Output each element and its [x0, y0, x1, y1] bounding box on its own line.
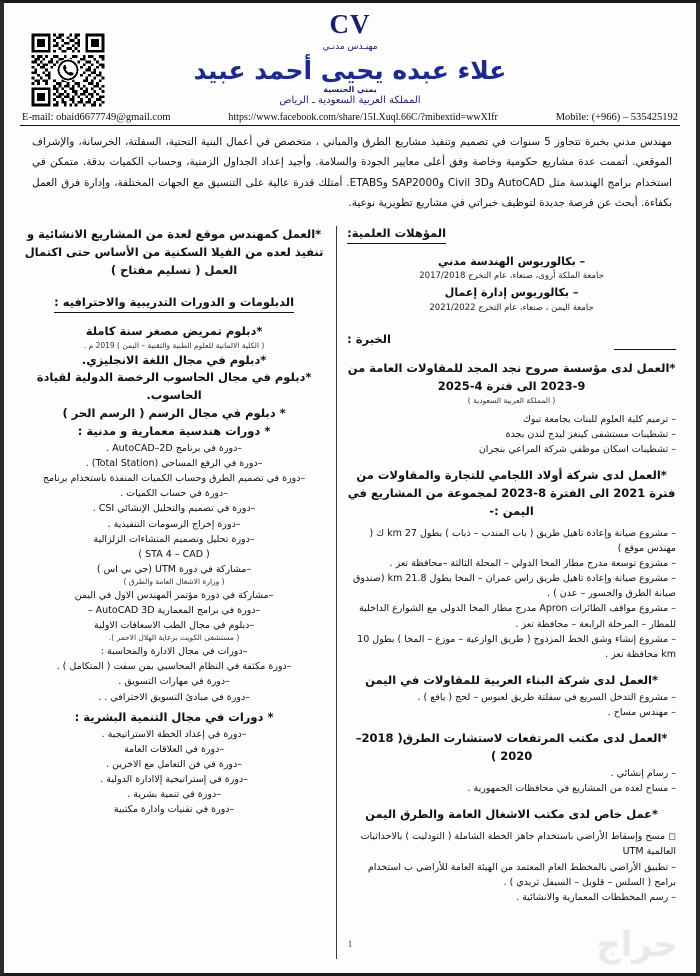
hr-course-item: –دورة في العلاقات العامة: [124, 743, 225, 755]
email-label: E-mail:: [22, 112, 54, 123]
degree-detail: جامعة الملكة أروى، صنعاء، عام التخرج 2017/2018: [419, 271, 604, 282]
course-item: –دورات في مجال الادارة والمحاسبة :: [100, 645, 248, 657]
course-sub: ( مستشفى الكويت برعاية الهلال الاحمر ).: [108, 633, 240, 643]
job-task: – مشروع صيانة وإعادة تاهيل طريق راس عمران – المخا بطول 21.8 km (صندوق صيانة الطرق والجسور – عدن ) .: [352, 573, 676, 600]
email-field[interactable]: [22, 112, 171, 123]
experience-job: [347, 360, 676, 457]
course-item: –دورة في مهارات التسويق .: [118, 676, 230, 688]
course-item: –مشاركة في دورة مؤتمر المهندس الاول في اليمن: [74, 589, 274, 601]
diploma-item: *دبلوم في مجال الحاسوب الرخصة الدولية لقيادة الحاسوب.: [36, 370, 312, 403]
qualifications-heading: [347, 226, 676, 244]
location-text: المملكة العربية السعودية ـ الرياض: [279, 95, 421, 107]
whatsapp-qr-code-icon: [29, 31, 107, 109]
diploma-text: *دبلوم تمريض مصغر سنة كاملة: [85, 324, 263, 339]
job-title: مهنـدس مدنـي: [322, 42, 378, 52]
degree-title: – بكالوريوس الهندسة مدني: [438, 254, 586, 268]
qualification-item: [347, 254, 676, 283]
job-task: – رسم المخططات المعمارية والانشائية .: [516, 891, 676, 903]
job-task: – مهندس مساح .: [607, 707, 676, 719]
job-task: – مشروع إنشاء وشق الخط المزدوج ( طريق الوازعية – موزع – المخا ) بطول 10 km محافظة تعز .: [357, 633, 676, 660]
page-number: 1: [347, 939, 353, 949]
diplomas-heading-text: الدبلومات و الدورات التدريبية والاحترافيه :: [54, 295, 294, 313]
hr-course-item: –دورة في تنمية بشرية .: [127, 789, 221, 801]
diploma-sub: ( الكلية الالمانية للعلوم الطبية والتقنية – اليمن ) 2019 م .: [83, 341, 265, 351]
job-task: ◻ مسح وإسقاط الأراضي باستخدام جاهز الخطة الشاملة ( التودليت ) بالاحداثيات العالمية UTM: [360, 831, 676, 858]
experience-job: [347, 467, 676, 662]
job-task: – مشروع توسعة مدرج مطار المخا الدولي – المحلة الثالثة –محافظة تعز .: [389, 557, 676, 569]
course-item: –دورة مكثفة في النظام المحاسبي بمن سفت ( المتكامل ) .: [56, 661, 292, 673]
job-task: – تشطيبات مستشفى كينغز ليدج لندن بجدة: [505, 428, 676, 440]
qualifications-heading-text: المؤهلات العلمية:: [347, 226, 446, 244]
course-item: ( STA 4 – CAD ): [138, 549, 210, 560]
course-item: –دورة في الرفع المساحي (Total Station) .: [85, 457, 263, 469]
site-engineer-intro: *العمل كمهندس موقع لعدة من المشاريع الانشائية و تنفيذ لعده من الفيلا السكنية من الأساس حتى اكتمال العمل ( تسليم مفتاح ): [24, 226, 324, 277]
right-column: [336, 226, 682, 959]
engineering-courses-heading: * دورات هندسية معمارية و مدنية :: [77, 423, 271, 438]
content-columns: [18, 226, 682, 959]
mobile-value: (+966) – 535425192: [591, 112, 678, 123]
experience-heading: [347, 332, 676, 350]
job-task: – تطبيق الأراضي بالمخطط العام المعتمد من الهيئة العامة للأراضي ب استخدام برامج ( السلس – قلوبل – السيفل ثريدي ) .: [367, 861, 676, 888]
course-item: –دورة تحليل وتصميم المنشاءات الزلزالية: [93, 533, 255, 545]
experience-job: [347, 672, 676, 720]
professional-summary: مهندس مدني بخبرة تتجاوز 5 سنوات في تصميم وتنفيذ مشاريع الطرق والمباني ، متخصص في أعمال البنية التحتية، السفلتة، الخرسانة، والإشراف الموقعي. أتممت عدة مشاريع حكومية وخاصة وفق أعلى معايير الجودة والسلامة. وأجيد إعداد الجداول الزمنية، وحساب الكميات بدقة. متمكن في استخدام برامج الهندسة مثل AutoCAD وCivil 3D وSAP2000 وETABS. أمتلك قدرة عالية على التنسيق مع الجهات المختلفة، وإدارة فرق العمل بكفاءة. أبحث عن فرصة جديدة لتوظيف خبراتي في مشاريع تطويرية نوعية.: [32, 136, 673, 210]
hr-course-item: –دورة في إعداد الخطة الاستراتيجية .: [101, 728, 247, 740]
job-title-text: *عمل خاص لدى مكتب الاشغال العامة والطرق اليمن: [365, 807, 659, 822]
job-task: – تشطيبات اسكان موظفي شركة المراعي بنجران: [478, 443, 676, 455]
experience-underline: [614, 349, 676, 350]
facebook-link[interactable]: https://www.facebook.com/share/15I.Xuql.66C/?mibextid=wwXIfr: [228, 112, 498, 123]
job-task: – مشروع مواقف الطائرات Apron مدرج مطار المخا الدولي مع الشوارع الداخلية للمطار – المرحلة الرابعة – محافظة تعز .: [358, 603, 676, 630]
candidate-name: علاء عبده يحيى أحمد عبيد: [193, 56, 507, 85]
hr-course-item: –دورة في تقنيات وادارة مكتبية: [113, 804, 235, 816]
course-item: –دبلوم في مجال الطب الاسعافات الاولية: [93, 620, 255, 632]
cv-header: [18, 9, 682, 109]
course-item: –دورة في حساب الكميات .: [120, 488, 228, 500]
contact-row: [18, 112, 682, 125]
nationality-text: يمني الجنسية: [323, 85, 377, 95]
watermark: حراج: [596, 925, 678, 965]
degree-title: – بكالوريوس إدارة إعمال: [444, 286, 579, 300]
job-task: – مشروع صيانة وإعادة تاهيل طريق ( باب المندب – ذباب ) بطول 27 km ك ( مهندس موقع ): [369, 527, 676, 554]
job-location: ( المملكة العربية السعودية ): [467, 396, 556, 405]
hr-course-item: –دورة في إستراتيجية إلاادارة الدولية .: [100, 774, 248, 786]
email-value: obaid6677749@gmail.com: [56, 112, 171, 123]
course-item: –مشاركة في دورة UTM (جي بي اس ): [96, 564, 252, 576]
course-item: –دورة في تصميم الطرق وحساب الكميات المنفذة باستخدام برنامج: [42, 473, 306, 485]
course-item: –دورة في مبادئ التسويق الاحترافي . .: [98, 691, 250, 703]
job-title-text: *العمل لدى شركة أولاد اللجامي للتجارة والمقاولات من فترة 2021 الى الفترة 8-2023 لمجموعة من المشاريع في اليمن :-: [347, 468, 676, 518]
experience-heading-text: الخبرة :: [347, 332, 391, 347]
job-title-text: *العمل لدى مؤسسة صروح نجد المجد للمقاولات العامة من 9-2023 الى فترة 4-2025: [347, 361, 676, 394]
experience-job: [347, 806, 676, 905]
course-item: –دورة في برنامج AutoCAD–2D .: [106, 442, 243, 454]
job-title-text: *العمل لدى شركة البناء العربية للمقاولات في اليمن: [365, 673, 659, 688]
diplomas-heading: [22, 295, 326, 313]
degree-detail: جامعة اليمن ، صنعاء، عام التخرج 2021/2022: [429, 302, 594, 313]
course-item: –دورة إخراج الرسومات التنفيذية .: [107, 518, 241, 530]
course-item: –دورة في تصميم والتحليل الإنشائي CSI .: [92, 503, 256, 515]
diploma-item: *دبلوم في مجال اللغة الانجليزي.: [81, 352, 267, 367]
header-divider: [20, 125, 680, 126]
job-task: – مشروع التدخل السريع في سفلتة طريق لعبوس – لحج ( يافع ) .: [417, 692, 676, 703]
hr-course-item: –دورة في فن التعامل مع الاخرين .: [106, 758, 242, 770]
mobile-label: Mobile:: [555, 112, 589, 123]
mobile-field[interactable]: [556, 112, 678, 123]
job-task: – مساح لعده من المشاريع في محافظات الجمهورية .: [467, 783, 676, 795]
page-title: CV: [329, 9, 371, 39]
course-sub: ( وزارة الاشغال العامة والطرق ): [123, 577, 225, 587]
experience-job: [347, 730, 676, 796]
qualification-item: [347, 285, 676, 314]
diploma-item: [22, 323, 326, 351]
course-item: –دورة في برامج المعمارية AutoCAD 3D –: [87, 605, 261, 617]
diploma-item: * دبلوم في مجال الرسم ( الرسم الحر ): [62, 406, 286, 421]
hr-courses-heading: * دورات في مجال التنمية البشرية :: [74, 709, 274, 724]
job-task: – رسام إنشائي .: [610, 768, 676, 779]
job-title-text: *العمل لدى مكتب المرتفعات لاستشارت الطرق( 2018–2020 ): [355, 731, 668, 764]
job-task: – ترميم كلية العلوم للبنات بجامعة تبوك: [522, 413, 676, 425]
left-column: [18, 226, 336, 959]
